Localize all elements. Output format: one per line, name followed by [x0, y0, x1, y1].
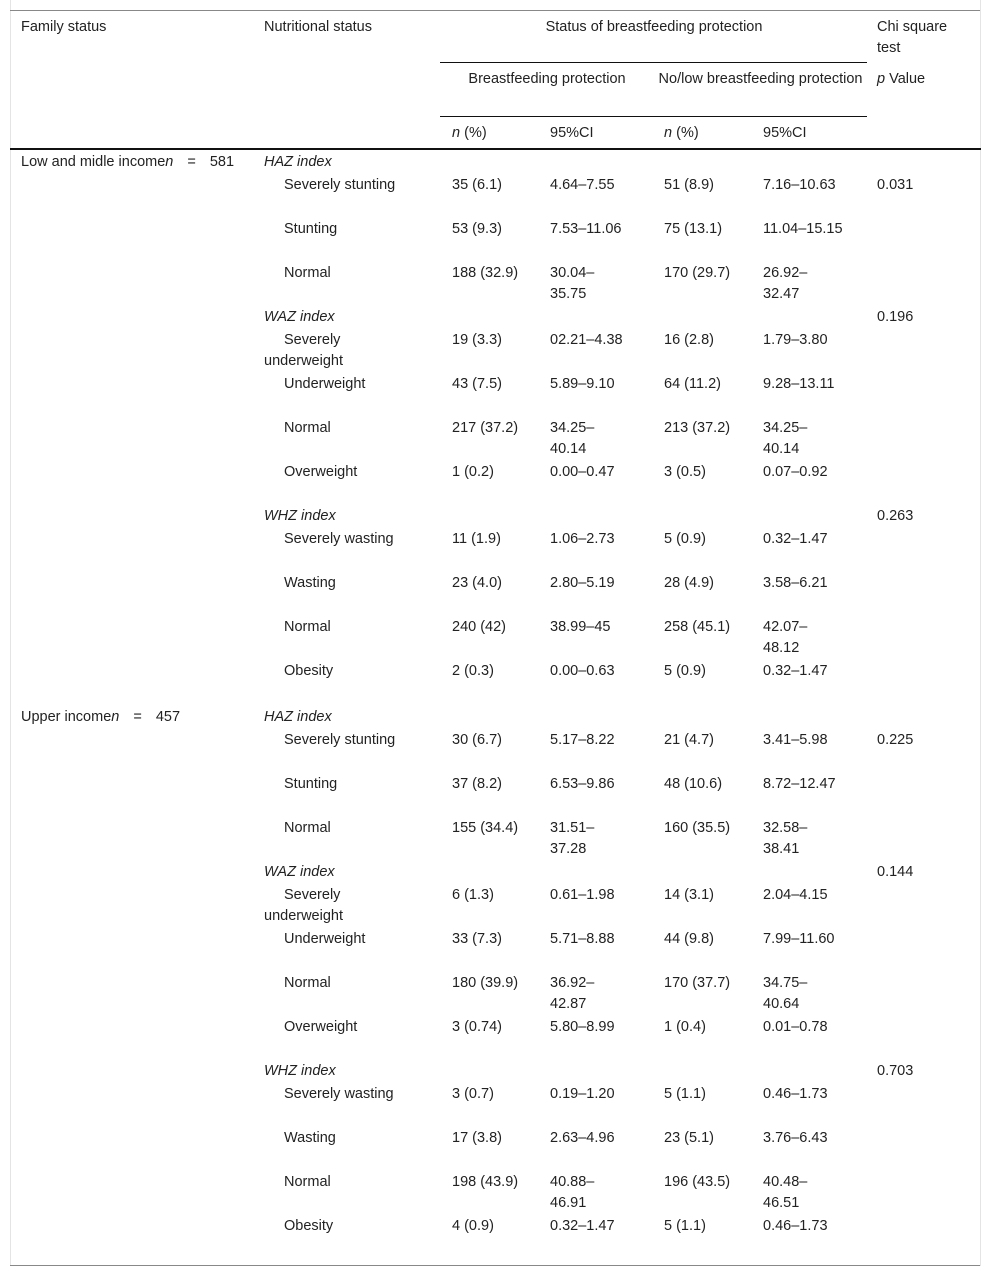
table-row — [0, 261, 992, 305]
bf-n-cell: 2 (0.3) — [452, 663, 494, 679]
bf-ci-cell: 02.21–4.38 — [550, 332, 623, 348]
no-ci-cell: 7.16–10.63 — [763, 177, 836, 193]
bf-ci-cell: 5.89–9.10 — [550, 376, 615, 392]
no-ci-cell: 34.75–40.64 — [763, 975, 808, 1012]
bf-ci-cell: 7.53–11.06 — [550, 221, 622, 237]
family-n: 581 — [209, 154, 235, 170]
bf-ci-cell: 4.64–7.55 — [550, 177, 615, 193]
bf-ci-cell: 0.19–1.20 — [550, 1086, 615, 1102]
p-value-cell: 0.144 — [877, 864, 914, 880]
bf-ci-cell: 6.53–9.86 — [550, 776, 615, 792]
index-row — [0, 860, 992, 883]
no-n-cell: 44 (9.8) — [664, 931, 714, 947]
family-label: Low and midle income — [21, 154, 166, 170]
bf-n-cell: 33 (7.3) — [452, 931, 502, 947]
bf-n-cell: 198 (43.9) — [452, 1174, 519, 1190]
no-ci-cell: 0.01–0.78 — [763, 1019, 828, 1035]
row-label: Stunting — [284, 221, 338, 237]
header-subgroup-rule — [440, 116, 867, 117]
row-label: Underweight — [284, 376, 366, 392]
no-n-cell: 51 (8.9) — [664, 177, 714, 193]
bf-n-cell: 188 (32.9) — [452, 265, 519, 281]
no-n-cell: 5 (0.9) — [664, 531, 706, 547]
table-row — [0, 1170, 992, 1214]
table-row — [0, 1126, 992, 1170]
table-body — [0, 150, 992, 1258]
no-n-cell: 5 (1.1) — [664, 1086, 706, 1102]
index-name: HAZ index — [264, 154, 332, 170]
table-row — [0, 217, 992, 261]
bf-n-cell: 3 (0.74) — [452, 1019, 502, 1035]
table-row — [0, 883, 992, 927]
no-n-cell: 170 (37.7) — [664, 975, 731, 991]
no-n-cell: 196 (43.5) — [664, 1174, 731, 1190]
bf-ci-cell: 38.99–45 — [550, 619, 611, 635]
bf-n-cell: 6 (1.3) — [452, 887, 494, 903]
p-value-cell: 0.225 — [877, 732, 914, 748]
bf-n-cell: 11 (1.9) — [452, 531, 501, 547]
row-label: Severely wasting — [284, 531, 394, 547]
table-row — [0, 571, 992, 615]
bf-ci-cell: 5.80–8.99 — [550, 1019, 615, 1035]
bf-n-cell: 155 (34.4) — [452, 820, 519, 836]
no-ci-cell: 0.32–1.47 — [763, 531, 828, 547]
family-label: Upper income — [21, 709, 112, 725]
bf-n-cell: 43 (7.5) — [452, 376, 502, 392]
table-row — [0, 816, 992, 860]
header-bf-protection: Breastfeeding protection — [468, 71, 626, 87]
row-label: Severely underweight — [264, 332, 343, 369]
no-n-cell: 23 (5.1) — [664, 1130, 714, 1146]
row-label: Wasting — [284, 1130, 336, 1146]
no-n-cell: 48 (10.6) — [664, 776, 723, 792]
table-row — [0, 927, 992, 971]
no-ci-cell: 26.92–32.47 — [763, 265, 808, 302]
index-row — [0, 705, 992, 728]
table-row — [0, 460, 992, 504]
table-row — [0, 772, 992, 816]
row-label: Stunting — [284, 776, 338, 792]
bf-n-cell: 180 (39.9) — [452, 975, 519, 991]
table-top-rule — [10, 10, 980, 11]
no-ci-cell: 34.25–40.14 — [763, 420, 808, 457]
row-label: Overweight — [284, 1019, 358, 1035]
no-ci-cell: 3.41–5.98 — [763, 732, 828, 748]
row-label: Normal — [284, 820, 331, 836]
index-name: WHZ index — [264, 1063, 336, 1079]
row-label: Normal — [284, 420, 331, 436]
family-eq: = — [187, 154, 196, 170]
bf-n-cell: 37 (8.2) — [452, 776, 502, 792]
row-label: Overweight — [284, 464, 358, 480]
no-ci-cell: 7.99–11.60 — [763, 931, 835, 947]
bf-n-cell: 30 (6.7) — [452, 732, 502, 748]
row-label: Severely underweight — [264, 887, 343, 924]
table-row — [0, 1214, 992, 1258]
bf-ci-cell: 0.00–0.63 — [550, 663, 615, 679]
bf-n-cell: 53 (9.3) — [452, 221, 502, 237]
index-name: HAZ index — [264, 709, 332, 725]
no-ci-cell: 1.79–3.80 — [763, 332, 828, 348]
bf-n-cell: 240 (42) — [452, 619, 507, 635]
bf-ci-cell: 0.61–1.98 — [550, 887, 615, 903]
family-status-cell — [21, 152, 241, 173]
bf-ci-cell: 1.06–2.73 — [550, 531, 615, 547]
p-value-cell: 0.031 — [877, 177, 914, 193]
no-n-cell: 1 (0.4) — [664, 1019, 706, 1035]
no-ci-cell: 2.04–4.15 — [763, 887, 828, 903]
no-n-cell: 5 (1.1) — [664, 1218, 706, 1234]
no-n-cell: 16 (2.8) — [664, 332, 714, 348]
header-p-value — [877, 69, 925, 90]
p-value-cell: 0.196 — [877, 309, 914, 325]
table-row — [0, 372, 992, 416]
index-name: WHZ index — [264, 508, 336, 524]
row-label: Normal — [284, 265, 331, 281]
bf-n-cell: 3 (0.7) — [452, 1086, 494, 1102]
no-ci-cell: 40.48–46.51 — [763, 1174, 808, 1211]
no-ci-cell: 9.28–13.11 — [763, 376, 835, 392]
row-label: Normal — [284, 1174, 331, 1190]
header-bf-ci: 95%CI — [550, 125, 594, 141]
table-row — [0, 659, 992, 705]
no-ci-cell: 3.76–6.43 — [763, 1130, 828, 1146]
bf-ci-cell: 40.88–46.91 — [550, 1174, 595, 1211]
no-n-cell: 21 (4.7) — [664, 732, 714, 748]
index-row — [0, 305, 992, 328]
header-bf-n — [452, 123, 487, 144]
row-label: Normal — [284, 975, 331, 991]
no-n-cell: 5 (0.9) — [664, 663, 706, 679]
row-label: Wasting — [284, 575, 336, 591]
no-n-cell: 64 (11.2) — [664, 376, 721, 392]
no-ci-cell: 32.58–38.41 — [763, 820, 808, 857]
no-n-cell: 213 (37.2) — [664, 420, 731, 436]
bf-ci-cell: 5.17–8.22 — [550, 732, 615, 748]
header-n-symbol: n — [664, 125, 673, 141]
index-name: WAZ index — [264, 864, 335, 880]
bf-n-cell: 23 (4.0) — [452, 575, 502, 591]
bf-ci-cell: 5.71–8.88 — [550, 931, 615, 947]
header-p-label: Value — [889, 71, 926, 87]
no-ci-cell: 42.07–48.12 — [763, 619, 808, 656]
bf-ci-cell: 30.04–35.75 — [550, 265, 595, 302]
bf-ci-cell: 0.00–0.47 — [550, 464, 615, 480]
no-n-cell: 75 (13.1) — [664, 221, 723, 237]
bf-ci-cell: 34.25–40.14 — [550, 420, 595, 457]
index-row — [0, 504, 992, 527]
row-label: Severely stunting — [284, 732, 396, 748]
index-row — [0, 1059, 992, 1082]
header-group-rule — [440, 62, 867, 63]
no-ci-cell: 11.04–15.15 — [763, 221, 843, 237]
header-family-status: Family status — [21, 19, 107, 35]
no-ci-cell: 8.72–12.47 — [763, 776, 836, 792]
row-label: Severely wasting — [284, 1086, 394, 1102]
header-n-pct: (%) — [676, 125, 699, 141]
no-ci-cell: 0.46–1.73 — [763, 1218, 828, 1234]
table-row — [0, 728, 992, 772]
table-row — [0, 615, 992, 659]
bf-n-cell: 1 (0.2) — [452, 464, 494, 480]
bf-n-cell: 217 (37.2) — [452, 420, 519, 436]
header-n-pct: (%) — [464, 125, 487, 141]
bf-n-cell: 17 (3.8) — [452, 1130, 502, 1146]
no-ci-cell: 3.58–6.21 — [763, 575, 828, 591]
header-chi-square: Chi square test — [877, 19, 948, 56]
family-n: 457 — [155, 709, 181, 725]
header-no-ci: 95%CI — [763, 125, 807, 141]
p-value-cell: 0.703 — [877, 1063, 914, 1079]
bf-ci-cell: 2.80–5.19 — [550, 575, 615, 591]
header-no-bf-protection: No/low breastfeeding protection — [658, 71, 863, 87]
header-nutritional-status: Nutritional status — [264, 19, 372, 35]
header-n-symbol: n — [452, 125, 461, 141]
table-row — [0, 1015, 992, 1059]
family-n-symbol: n — [111, 709, 120, 725]
index-name: WAZ index — [264, 309, 335, 325]
row-label: Obesity — [284, 1218, 334, 1234]
no-n-cell: 258 (45.1) — [664, 619, 731, 635]
header-no-n — [664, 123, 699, 144]
index-row — [0, 150, 992, 173]
family-status-cell — [21, 707, 241, 728]
table-row — [0, 971, 992, 1015]
table-row — [0, 527, 992, 571]
row-label: Obesity — [284, 663, 334, 679]
no-ci-cell: 0.46–1.73 — [763, 1086, 828, 1102]
no-n-cell: 3 (0.5) — [664, 464, 706, 480]
header-p-symbol: p — [877, 71, 886, 87]
no-n-cell: 170 (29.7) — [664, 265, 731, 281]
bf-n-cell: 35 (6.1) — [452, 177, 502, 193]
row-label: Normal — [284, 619, 331, 635]
table-row — [0, 416, 992, 460]
bf-ci-cell: 2.63–4.96 — [550, 1130, 615, 1146]
no-n-cell: 160 (35.5) — [664, 820, 731, 836]
table-row — [0, 173, 992, 217]
table-row — [0, 328, 992, 372]
table-bottom-rule — [10, 1265, 980, 1266]
row-label: Severely stunting — [284, 177, 396, 193]
no-ci-cell: 0.32–1.47 — [763, 663, 828, 679]
family-n-symbol: n — [165, 154, 174, 170]
p-value-cell: 0.263 — [877, 508, 914, 524]
bf-n-cell: 4 (0.9) — [452, 1218, 494, 1234]
row-label: Underweight — [284, 931, 366, 947]
family-eq: = — [133, 709, 142, 725]
bf-ci-cell: 36.92–42.87 — [550, 975, 595, 1012]
no-n-cell: 28 (4.9) — [664, 575, 714, 591]
bf-ci-cell: 0.32–1.47 — [550, 1218, 615, 1234]
no-ci-cell: 0.07–0.92 — [763, 464, 828, 480]
no-n-cell: 14 (3.1) — [664, 887, 714, 903]
table-row — [0, 1082, 992, 1126]
bf-ci-cell: 31.51–37.28 — [550, 820, 595, 857]
header-status-group: Status of breastfeeding protection — [545, 19, 763, 35]
bf-n-cell: 19 (3.3) — [452, 332, 502, 348]
